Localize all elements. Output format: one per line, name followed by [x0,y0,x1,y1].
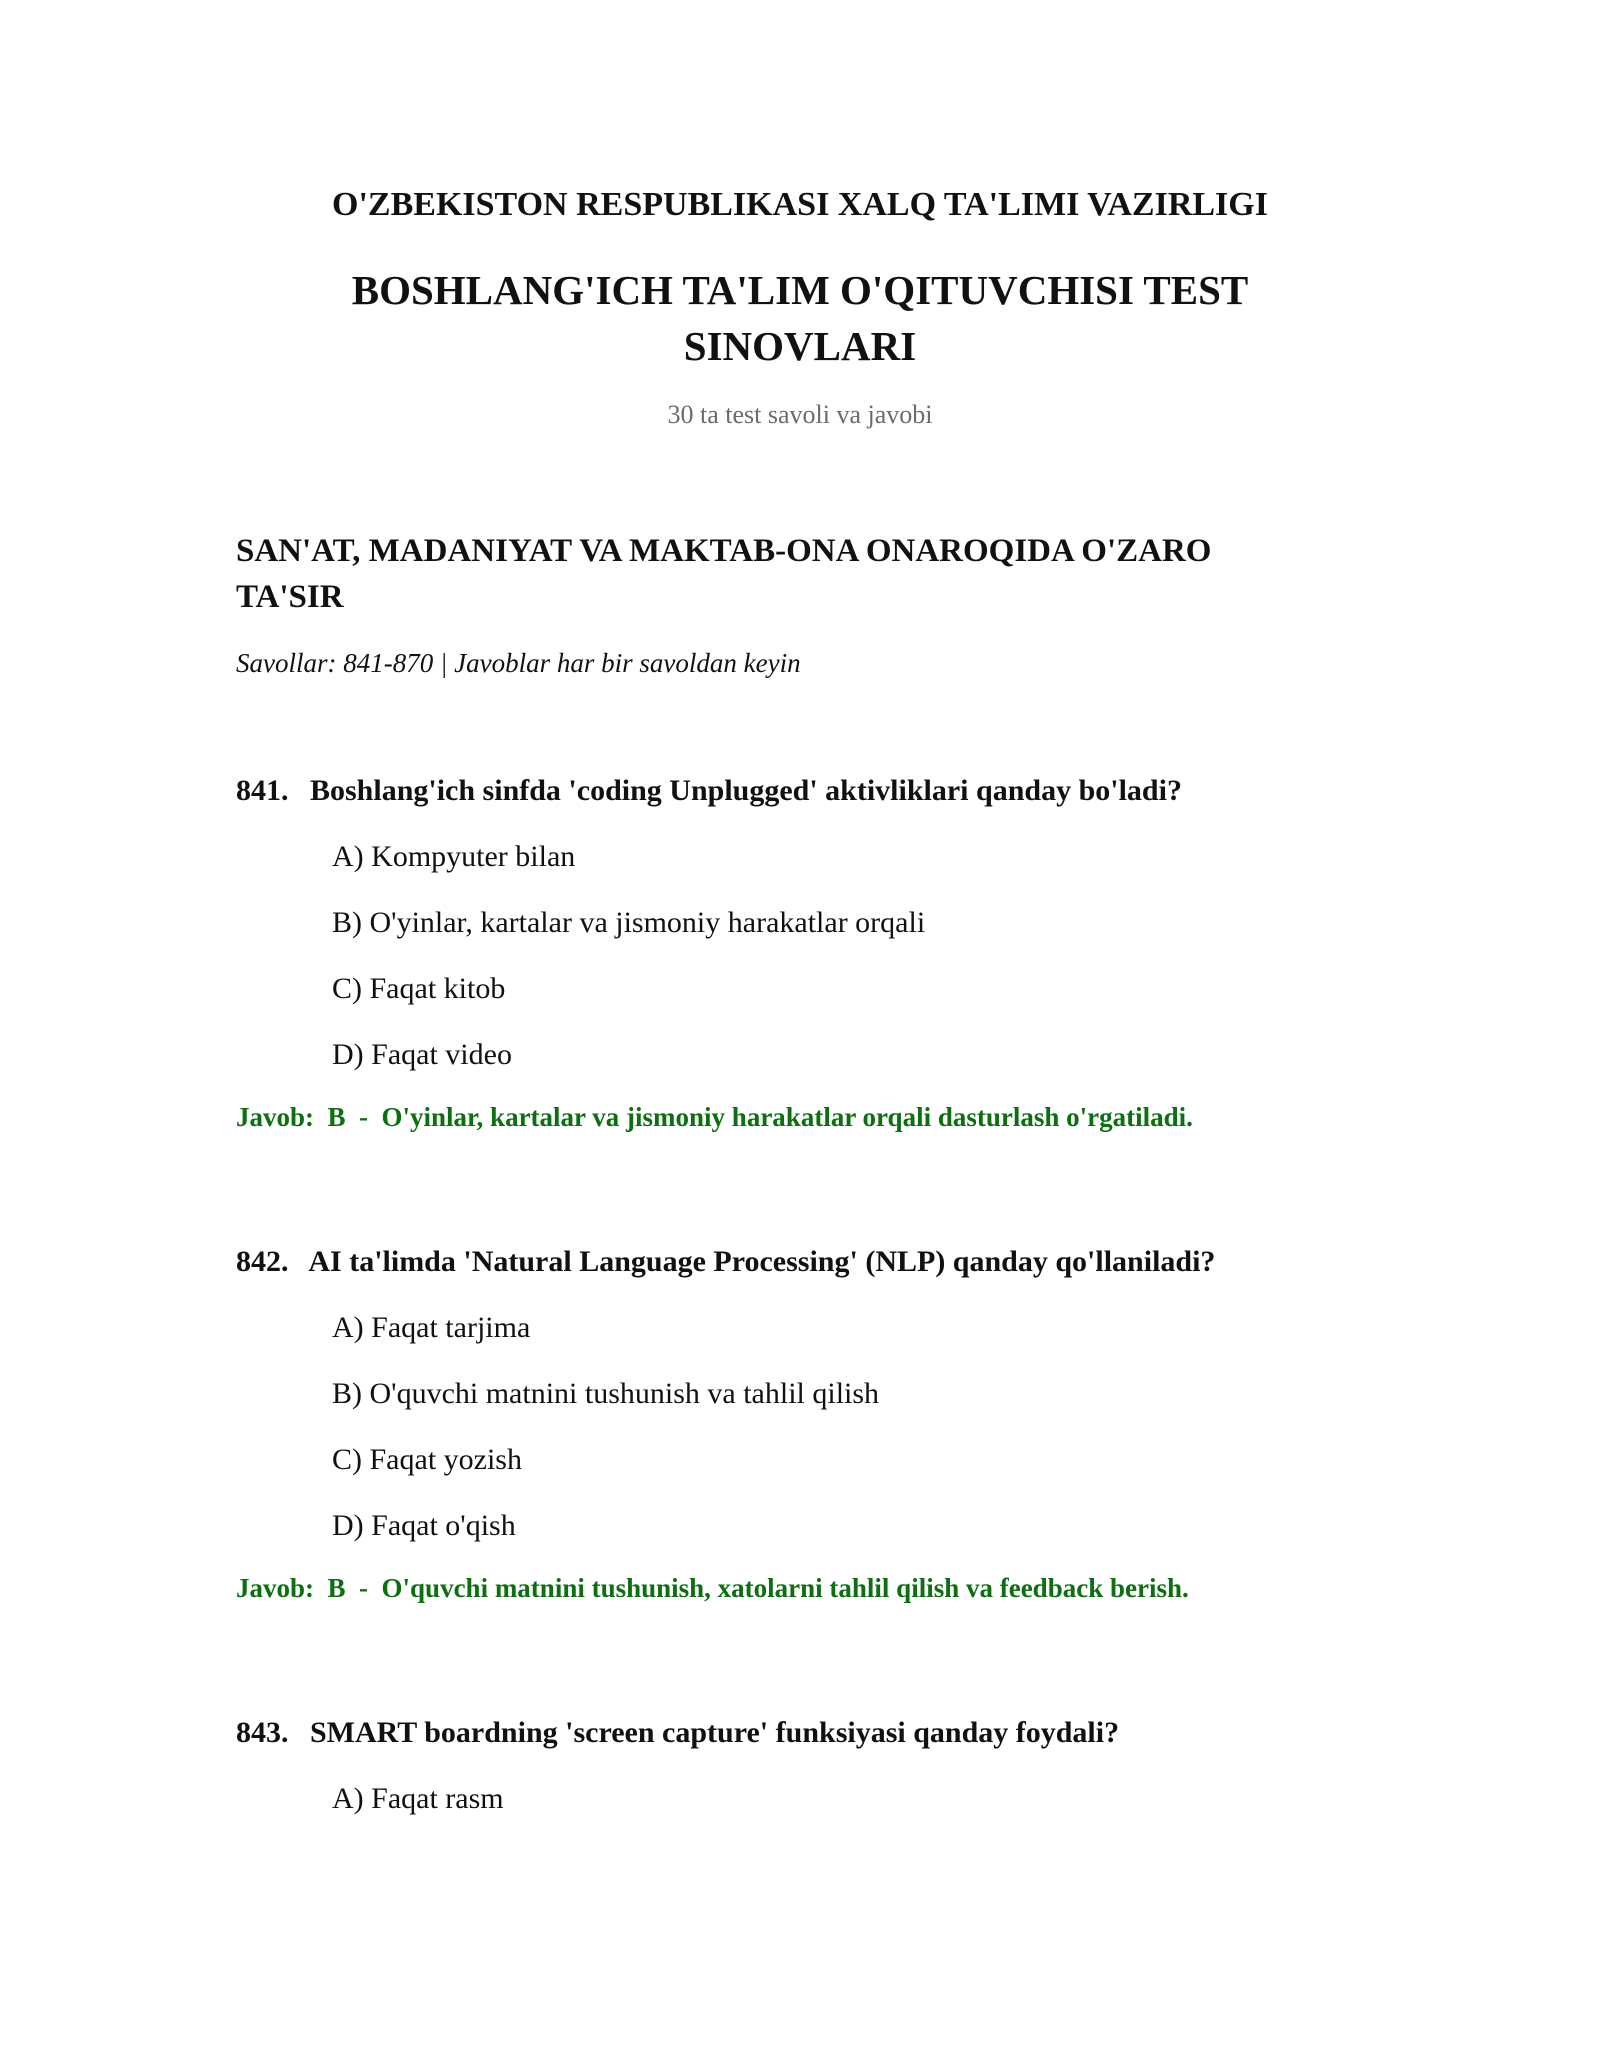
option-b: B) O'yinlar, kartalar va jismoniy harakatlar orqali [332,906,926,939]
question-text: SMART boardning 'screen capture' funksiyasi qanday foydali? [310,1716,1120,1749]
answer-text: O'yinlar, kartalar va jismoniy harakatlar orqali dasturlash o'rgatiladi. [381,1102,1193,1132]
answer-line: Javob: B - O'yinlar, kartalar va jismoniy harakatlar orqali dasturlash o'rgatiladi. [236,1102,1193,1132]
option-c: C) Faqat yozish [332,1443,522,1476]
option-a: A) Kompyuter bilan [332,840,576,873]
answer-letter: B [327,1573,346,1603]
document-title [0,262,1600,374]
question-841 [236,774,1416,1133]
question-text: AI ta'limda 'Natural Language Processing' (NLP) qanday qo'llaniladi? [308,1245,1216,1278]
question-stem [236,1716,1416,1750]
question-number: 841. [236,774,289,807]
answer-line: Javob: B - O'quvchi matnini tushunish, xatolarni tahlil qilish va feedback berish. [236,1573,1189,1603]
question-text: Boshlang'ich sinfda 'coding Unplugged' aktivliklari qanday bo'ladi? [310,774,1182,807]
title-line-1: BOSHLANG'ICH TA'LIM O'QITUVCHISI TEST [351,267,1249,313]
question-number: 843. [236,1716,289,1749]
option-d: D) Faqat o'qish [332,1509,516,1542]
ministry-heading: O'ZBEKISTON RESPUBLIKASI XALQ TA'LIMI VAZIRLIGI [332,186,1268,223]
section-subheading: Savollar: 841-870 | Javoblar har bir savoldan keyin [236,648,801,678]
question-number: 842. [236,1245,289,1278]
question-842 [236,1245,1416,1604]
section-title-line-2: TA'SIR [236,579,344,615]
answer-label: Javob: [236,1573,315,1603]
option-b: B) O'quvchi matnini tushunish va tahlil qilish [332,1377,880,1410]
title-line-2: SINOVLARI [683,323,917,369]
question-stem [236,774,1416,808]
answer-label: Javob: [236,1102,315,1132]
option-d: D) Faqat video [332,1038,512,1071]
option-a: A) Faqat rasm [332,1782,504,1815]
option-a: A) Faqat tarjima [332,1311,531,1344]
option-c: C) Faqat kitob [332,972,506,1005]
question-stem [236,1245,1416,1279]
section-title [236,528,1386,620]
section-title-line-1: SAN'AT, MADANIYAT VA MAKTAB-ONA ONAROQIDA O'ZARO [236,533,1212,569]
answer-letter: B [327,1102,346,1132]
question-843 [236,1716,1416,1816]
answer-text: O'quvchi matnini tushunish, xatolarni tahlil qilish va feedback berish. [381,1573,1189,1603]
document-subtitle: 30 ta test savoli va javobi [667,400,933,429]
